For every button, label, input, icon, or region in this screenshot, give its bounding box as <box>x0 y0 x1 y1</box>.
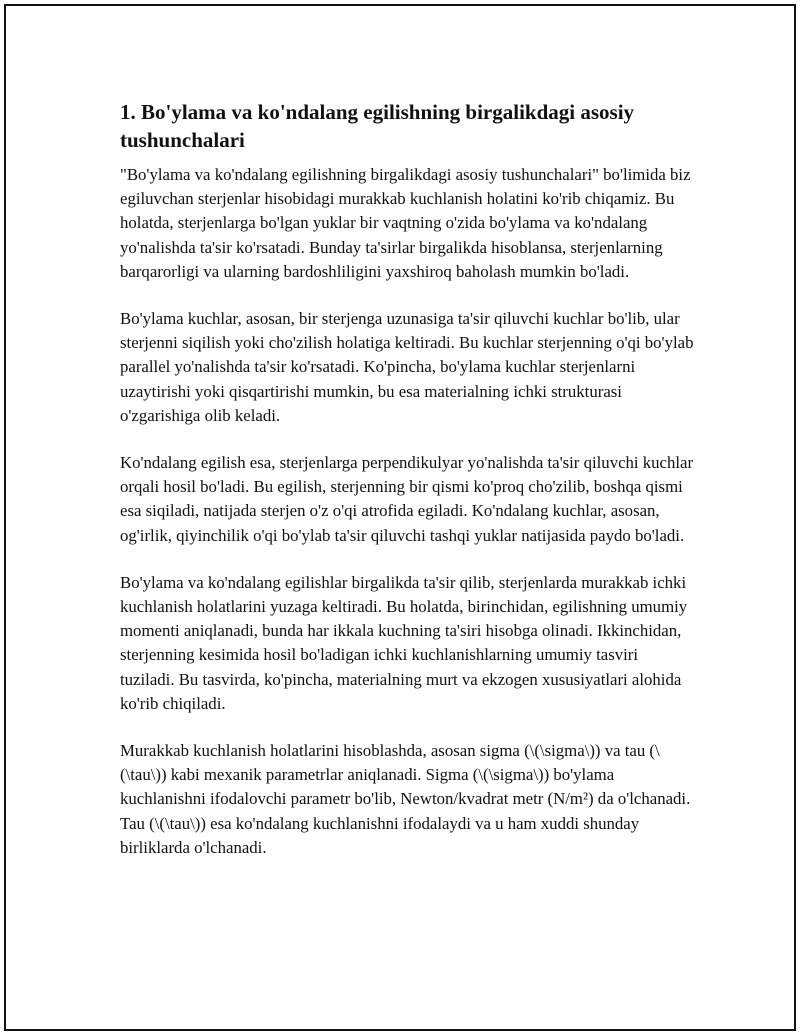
document-body <box>120 98 696 883</box>
paragraph-3: Ko'ndalang egilish esa, sterjenlarga perpendikulyar yo'nalishda ta'sir qiluvchi kuchlar orqali hosil bo'ladi. Bu egilish, sterjenning bir qismi ko'proq cho'zilib, boshqa qismi esa siqiladi, natijada sterjen o'z o'qi atrofida egiladi. Ko'ndalang kuchlar, asosan, og'irlik, qiyinchilik o'qi bo'ylab ta'sir qiluvchi tashqi yuklar natijasida paydo bo'ladi. <box>120 453 694 545</box>
paragraph-4: Bo'ylama va ko'ndalang egilishlar birgalikda ta'sir qilib, sterjenlarda murakkab ichki kuchlanish holatlarini yuzaga keltiradi. Bu holatda, birinchidan, egilishning umumiy momenti aniqlanadi, bunda har ikkala kuchning ta'siri hisobga olinadi. Ikkinchidan, sterjenning kesimida hosil bo'ladigan ichki kuchlanishlarning umumiy tasviri tuziladi. Bu tasvirda, ko'pincha, materialning murt va ekzogen xususiyatlari alohida ko'rib chiqiladi. <box>120 572 688 713</box>
paragraph-1: "Bo'ylama va ko'ndalang egilishning birgalikdagi asosiy tushunchalari" bo'limida biz egiluvchan sterjenlar hisobidagi murakkab kuchlanish holatini ko'rib chiqamiz. Bu holatda, sterjenlarga bo'lgan yuklar bir vaqtning o'zida bo'ylama va ko'ndalang yo'nalishda ta'sir ko'rsatadi. Bunday ta'sirlar birgalikda hisoblansa, sterjenlarning barqarorligi va ularning bardoshliligini yaxshiroq baholash mumkin bo'ladi. <box>120 165 691 281</box>
paragraph-5: Murakkab kuchlanish holatlarini hisoblashda, asosan sigma (\(\sigma\)) va tau (\(\tau\)) kabi mexanik parametrlar aniqlanadi. Sigma (\(\sigma\)) bo'ylama kuchlanishni ifodalovchi parametr bo'lib, Newton/kvadrat metr (N/m²) da o'lchanadi. Tau (\(\tau\)) esa ko'ndalang kuchlanishni ifodalaydi va u ham xuddi shunday birliklarda o'lchanadi. <box>120 741 691 857</box>
section-heading: 1. Bo'ylama va ko'ndalang egilishning birgalikdagi asosiy tushunchalari <box>120 100 635 152</box>
page-frame <box>4 4 796 1031</box>
paragraph-2: Bo'ylama kuchlar, asosan, bir sterjenga uzunasiga ta'sir qiluvchi kuchlar bo'lib, ular sterjenni siqilish yoki cho'zilish holatiga keltiradi. Bu kuchlar sterjenning o'qi bo'ylab parallel yo'nalishda ta'sir ko'rsatadi. Ko'pincha, bo'ylama kuchlar sterjenlarni uzaytirishi yoki qisqartirishi mumkin, bu esa materialning ichki strukturasi o'zgarishiga olib keladi. <box>120 309 694 425</box>
